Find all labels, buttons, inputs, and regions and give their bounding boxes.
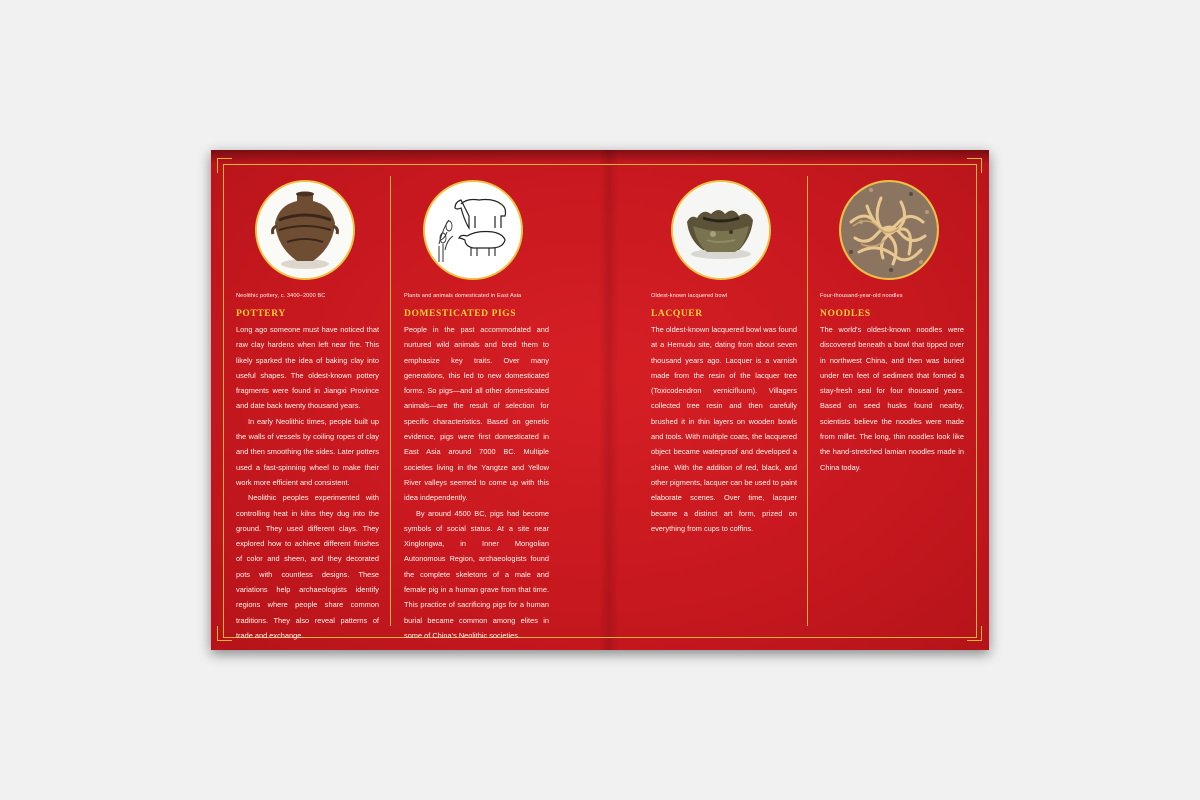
noodles-image — [839, 180, 939, 280]
frame-corner-top-left — [217, 158, 232, 173]
column-divider-left — [390, 176, 391, 626]
noodles-caption: Four-thousand-year-old noodles — [820, 293, 903, 299]
pottery-image — [255, 180, 355, 280]
noodles-paragraph-1: The world's oldest-known noodles were discovered beneath a bowl that tipped over in northwest China, and then was buried under ten feet of sediment that formed a stay-fresh seal for four thousand years. Based on seed husks found nearby, scientists believe the noodles were made from millet. The long, thin noodles look like the hand-stretched lamian noodles made in China today. — [820, 325, 964, 472]
lacquer-paragraph-1: The oldest-known lacquered bowl was found at a Hemudu site, dating from about seven thousand years ago. Lacquer is a varnish made from the resin of the lacquer tree (Toxicodendron vernicifluum). Villagers collected tree resin and then carefully brushed it in thin layers on wooden bowls and tools. With multiple coats, the lacquered object became waterproof and developed a shine. With the addition of red, black, and other pigments, lacquer can be used to paint elaborate scenes. Over time, lacquer became a distinct art form, prized on everything from cups to coffins. — [651, 325, 797, 533]
lacquer-image — [671, 180, 771, 280]
pottery-caption: Neolithic pottery, c. 3400–2000 BC — [236, 293, 326, 299]
book-spread — [211, 150, 989, 650]
noodles-heading: NOODLES — [820, 309, 871, 319]
pottery-paragraph-3: Neolithic peoples experimented with controlling heat in kilns they dug into the ground. They used different clays. They explored how to achieve different finishes of color and sheen, and they decorated pots with countless designs. These variations help archaeologists identify regions where people share common traditions. They also reveal patterns of trade and exchange. — [236, 493, 379, 640]
frame-corner-top-right — [967, 158, 982, 173]
pigs-body — [404, 322, 549, 643]
pigs-paragraph-1: People in the past accommodated and nurtured wild animals and bred them to emphasize key traits. Over many generations, this led to new domesticated forms. So pigs—and all other domesticated animals—are the result of selection for specific characteristics. Based on genetic evidence, pigs were first domesticated in East Asia around 7000 BC. Multiple societies living in the Yangtze and Yellow River valleys seemed to come up with this idea independently. — [404, 325, 549, 503]
noodles-body — [820, 322, 964, 475]
frame-corner-bottom-left — [217, 626, 232, 641]
frame-corner-bottom-right — [967, 626, 982, 641]
pottery-body — [236, 322, 379, 643]
noodles-icon — [841, 182, 937, 278]
pottery-paragraph-1: Long ago someone must have noticed that raw clay hardens when left near fire. This likely sparked the idea of baking clay into useful shapes. The oldest-known pottery fragments were found in Jiangxi Province and date back twenty thousand years. — [236, 325, 379, 411]
pigs-heading: DOMESTICATED PIGS — [404, 309, 517, 319]
pigs-caption: Plants and animals domesticated in East Asia — [404, 293, 522, 299]
pigs-paragraph-2: By around 4500 BC, pigs had become symbols of social status. At a site near Xinglongwa, in Inner Mongolian Autonomous Region, archaeologists found the complete skeletons of a male and female pig in a human grave from that time. This practice of sacrificing pigs for a human burial became common among elites in some of China's Neolithic societies. — [404, 508, 549, 640]
pig-sheep-drawing-icon — [425, 182, 521, 278]
column-divider-right — [807, 176, 808, 626]
pottery-heading: POTTERY — [236, 309, 286, 319]
lacquer-caption: Oldest-known lacquered bowl — [651, 293, 728, 299]
pottery-paragraph-2: In early Neolithic times, people built up the walls of vessels by coiling ropes of clay and then smoothing the sides. Later potters used a fast-spinning wheel to make their work more efficient and consistent. — [236, 416, 379, 487]
pigs-image — [423, 180, 523, 280]
lacquer-body — [651, 322, 797, 536]
lacquer-heading: LACQUER — [651, 309, 703, 319]
lacquered-bowl-icon — [673, 182, 769, 278]
pottery-jar-icon — [257, 182, 353, 278]
